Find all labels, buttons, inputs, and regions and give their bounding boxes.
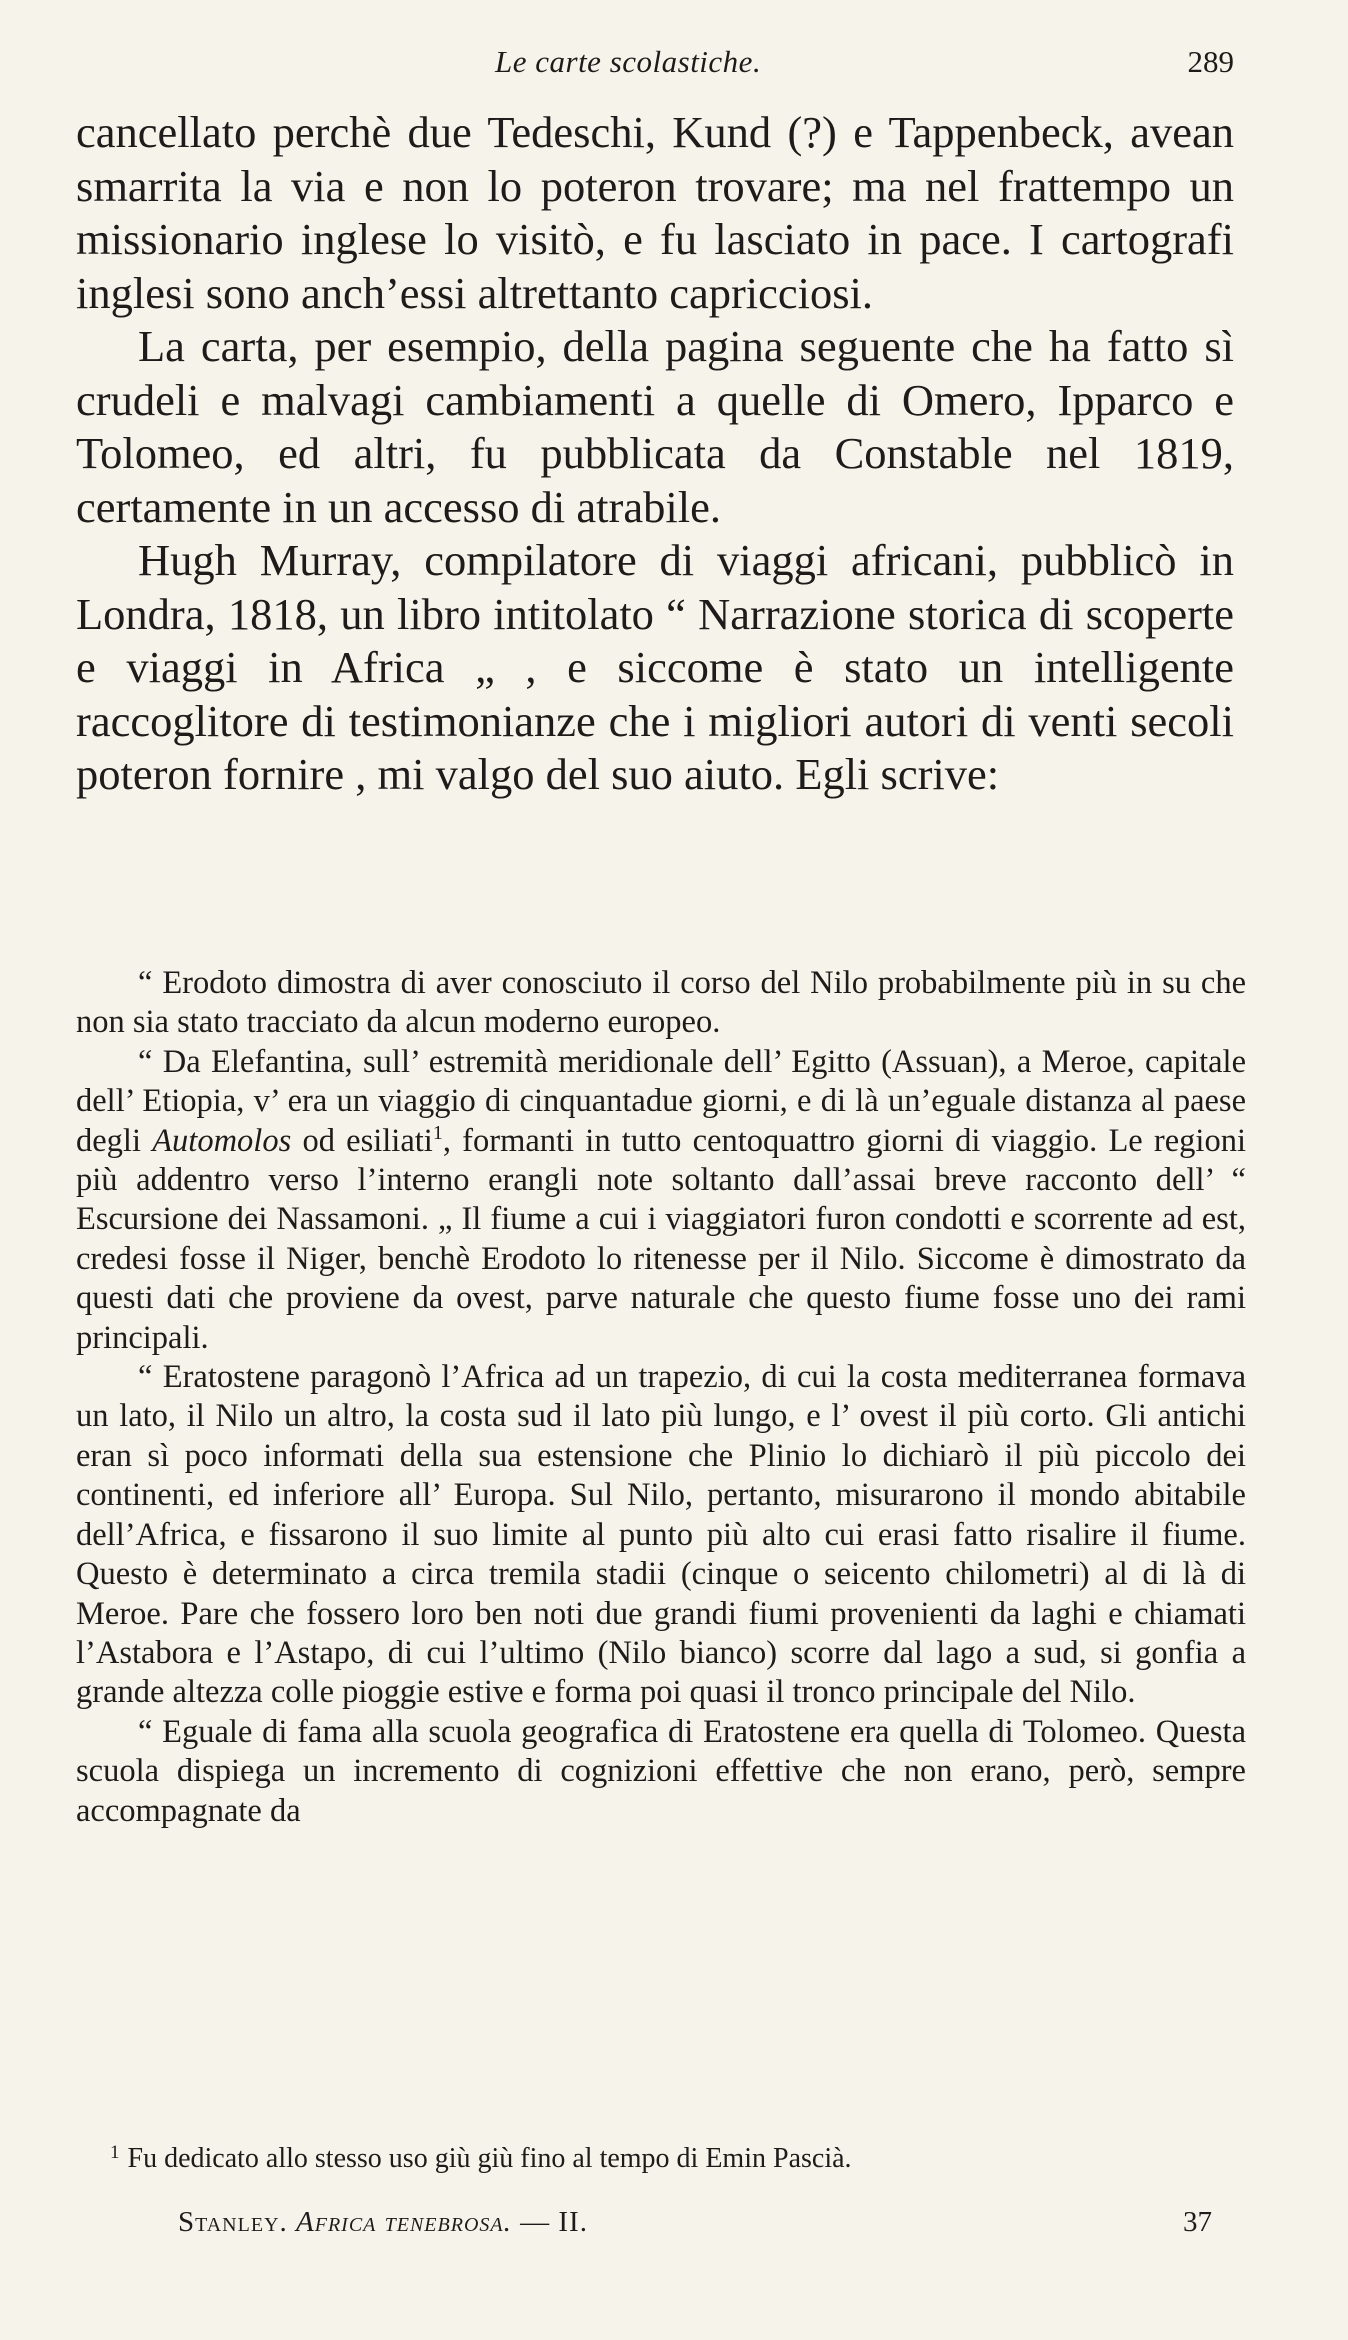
running-head-title: Le carte scolastiche. — [495, 44, 762, 79]
running-head — [495, 44, 1234, 84]
signature-sheet-number: 37 — [1183, 2206, 1212, 2238]
page-number: 289 — [1187, 44, 1234, 79]
signature-author — [178, 2206, 588, 2239]
footnote-reference[interactable]: 1 — [432, 1121, 443, 1144]
main-text — [76, 106, 1234, 802]
quote-paragraph-1: “ Erodoto dimostra di aver conosciuto il corso del Nilo probabilmente più in su che non sia stato tracciato da alcun moderno europeo. — [76, 965, 1246, 1041]
signature-volume: II. — [558, 2206, 588, 2238]
quote-paragraph-2-part-a: “ Da Elefantina, sull’ estremità meridionale dell’ Egitto (Assuan), a Meroe, capitale dell’ Etiopia, v’ era un viaggio di cinquantadue giorni, e di là un’eguale distanza al paese degli — [76, 1043, 1246, 1159]
quote-paragraph-3: “ Eratostene paragonò l’Africa ad un trapezio, di cui la costa mediterranea formava un lato, il Nilo un altro, la costa sud il lato più lungo, e l’ ovest il più corto. Gli antichi eran sì poco informati della sua estensione che Plinio lo dichiarò il più piccolo dei continenti, ed inferiore all’ Europa. Sul Nilo, pertanto, misurarono il mondo abitabile dell’Africa, e fissarono il suo limite al punto più alto cui erasi fatto risalire il fiume. Questo è determinato a circa tremila stadii (cinque o seicento chilometri) al di là di Meroe. Pare che fossero loro ben noti due grandi fiumi provenienti da laghi e chiamati l’Astabora e l’Astapo, di cui l’ultimo (Nilo bianco) scorre dal lago a sud, si gonfia a grande altezza colle pioggie estive e forma poi quasi il tronco principale del Nilo. — [76, 1359, 1246, 1711]
footnote-mark: 1 — [110, 2142, 120, 2163]
signature-work-title: Africa tenebrosa. — [296, 2206, 512, 2238]
quote-paragraph-2-part-b: od esiliati — [302, 1122, 433, 1159]
signature-separator: — — [520, 2206, 551, 2238]
paragraph-3: Hugh Murray, compilatore di viaggi africani, pubblicò in Londra, 1818, un libro intitolato “ Narrazione storica di scoperte e viaggi in Africa „ , e siccome è stato un intelligente raccoglitore di testimonianze che i migliori autori di venti secoli poteron fornire , mi valgo del suo aiuto. Egli scrive: — [76, 535, 1234, 799]
quoted-passage — [76, 964, 1246, 1831]
quote-italic-term: Automolos — [152, 1122, 292, 1159]
paragraph-2: La carta, per esempio, della pagina seguente che ha fatto sì crudeli e malvagi cambiamenti a quelle di Omero, Ipparco e Tolomeo, ed altri, fu pubblicata da Constable nel 1819, certamente in un accesso di atrabile. — [76, 321, 1234, 532]
footnote — [110, 2136, 1240, 2176]
quote-paragraph-2-part-c: , formanti in tutto centoquattro giorni di viaggio. Le regioni più addentro verso l’interno erangli note soltanto dall’assai breve racconto dell’ “ Escursione dei Nassamoni. „ Il fiume a cui i viaggiatori furon condotti e scorrente ad est, credesi fosse il Niger, benchè Erodoto lo ritenesse per il Nilo. Siccome è dimostrato da questi dati che proviene da ovest, parve naturale che questo fiume fosse uno dei rami principali. — [76, 1122, 1246, 1356]
signature-author-name: Stanley. — [178, 2206, 288, 2238]
quote-paragraph-2 — [76, 1043, 1246, 1358]
paragraph-1: cancellato perchè due Tedeschi, Kund (?) e Tappenbeck, avean smarrita la via e non lo poteron trovare; ma nel frattempo un missionario inglese lo visitò, e fu lasciato in pace. I cartografi inglesi sono anch’essi altrettanto capricciosi. — [76, 107, 1234, 318]
footnote-text: Fu dedicato allo stesso uso giù giù fino al tempo di Emin Pascià. — [127, 2143, 852, 2174]
quote-paragraph-4: “ Eguale di fama alla scuola geografica di Eratostene era quella di Tolomeo. Questa scuola dispiega un incremento di cognizioni effettive che non erano, però, sempre accompagnate da — [76, 1713, 1246, 1829]
printer-signature — [178, 2206, 1212, 2246]
